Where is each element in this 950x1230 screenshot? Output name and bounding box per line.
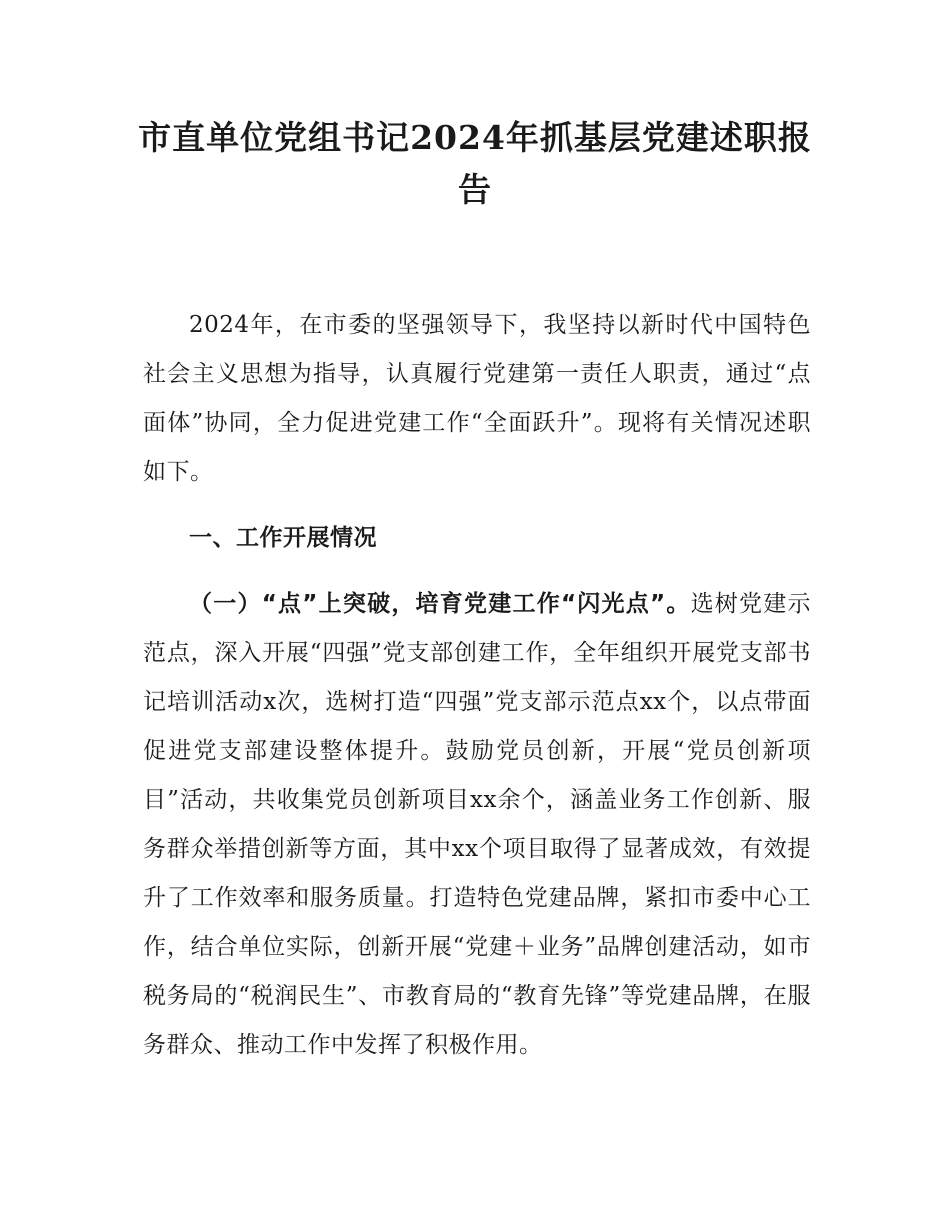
subsection-one-body: 选树党建示范点，深入开展“四强”党支部创建工作，全年组织开展党支部书记培训活动x次，选树打造“四强”党支部示范点xx个，以点带面促进党支部建设整体提升。鼓励党员创新，开展“党员创新项目”活动，共收集党员创新项目xx余个，涵盖业务工作创新、服务群众举措创新等方面，其中xx个项目取得了显著成效，有效提升了工作效率和服务质量。打造特色党建品牌，紧扣市委中心工作，结合单位实际，创新开展“党建＋业务”品牌创建活动，如市税务局的“税润民生”、市教育局的“教育先锋”等党建品牌，在服务群众、推动工作中发挥了积极作用。	[143, 591, 812, 1058]
subsection-one-paragraph	[143, 580, 811, 1070]
intro-paragraph: 2024年，在市委的坚强领导下，我坚持以新时代中国特色社会主义思想为指导，认真履行党建第一责任人职责，通过“点面体”协同，全力促进党建工作“全面跃升”。现将有关情况述职如下。	[143, 312, 811, 485]
document-title: 市直单位党组书记2024年抓基层党建述职报告	[138, 118, 812, 209]
subsection-one-lead: （一）“点”上突破，培育党建工作“闪光点”。	[189, 591, 691, 617]
section-one-heading: 一、工作开展情况	[189, 525, 377, 551]
